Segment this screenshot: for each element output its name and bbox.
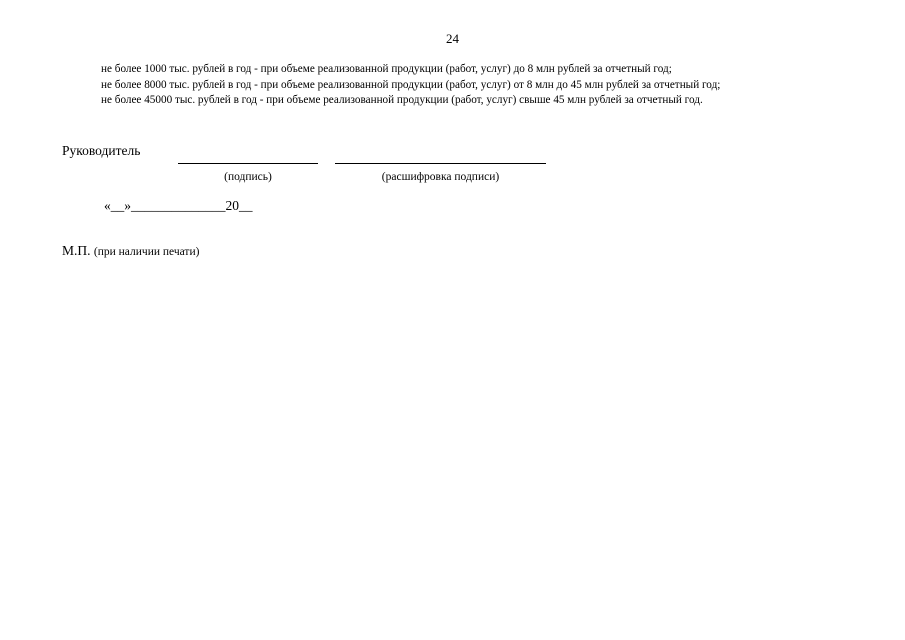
notes-block xyxy=(101,62,720,109)
stamp-label: М.П. xyxy=(62,243,91,258)
page-number: 24 xyxy=(446,31,459,46)
signature-decode-line xyxy=(335,163,546,164)
note-line: не более 45000 тыс. рублей в год - при объеме реализованной продукции (работ, услуг) свыше 45 млн рублей за отчетный год. xyxy=(101,94,703,106)
signature-line xyxy=(178,163,318,164)
head-label: Руководитель xyxy=(62,143,141,158)
note-line: не более 1000 тыс. рублей в год - при объеме реализованной продукции (работ, услуг) до 8 млн рублей за отчетный год; xyxy=(101,63,672,75)
signature-decode-caption: (расшифровка подписи) xyxy=(381,171,500,183)
signature-caption: (подпись) xyxy=(224,171,272,183)
stamp-note: (при наличии печати) xyxy=(93,246,200,258)
note-line: не более 8000 тыс. рублей в год - при объеме реализованной продукции (работ, услуг) от 8 млн до 45 млн рублей за отчетный год; xyxy=(101,78,721,91)
stamp-block xyxy=(62,243,199,259)
date-line: «__»______________20__ xyxy=(104,198,253,213)
